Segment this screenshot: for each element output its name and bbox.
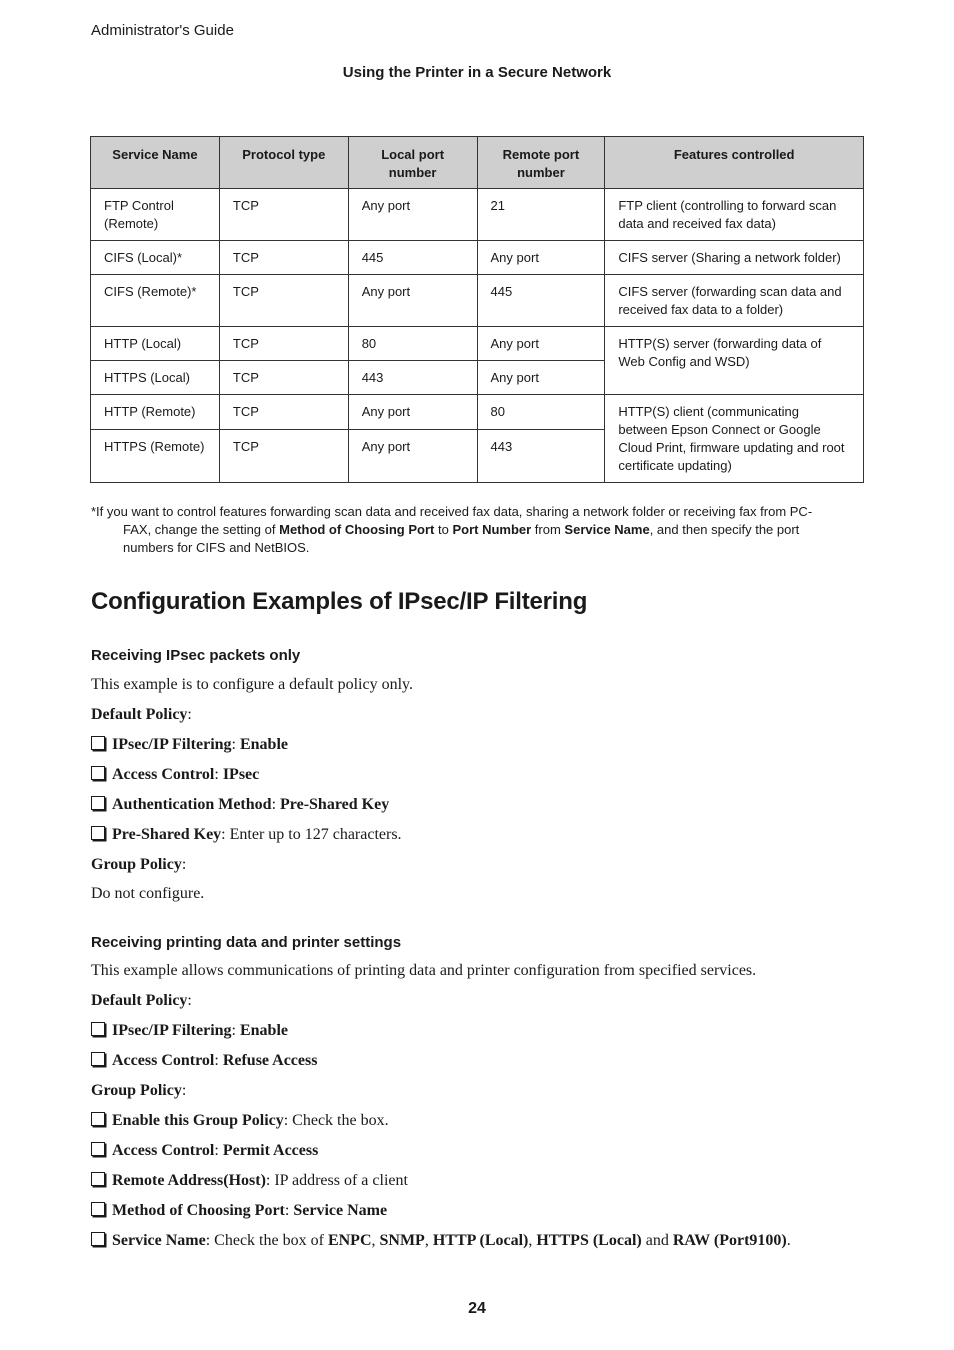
- list-item: IPsec/IP Filtering: Enable: [91, 736, 288, 754]
- header-cell: Protocol type: [219, 137, 348, 189]
- example-heading: Receiving printing data and printer settings: [91, 934, 402, 951]
- table-cell: HTTP (Local): [91, 327, 220, 361]
- table-cell: TCP: [219, 429, 348, 482]
- list-item: Access Control: Permit Access: [91, 1142, 318, 1160]
- table-cell: TCP: [219, 361, 348, 395]
- header-cell: Service Name: [91, 137, 220, 189]
- policy-text: Do not configure.: [91, 885, 205, 902]
- table-cell-merged: HTTP(S) server (forwarding data of Web Config and WSD): [605, 327, 864, 395]
- checkbox-bullet-icon: [91, 766, 105, 780]
- table-cell: HTTPS (Local): [91, 361, 220, 395]
- list-item: Remote Address(Host): IP address of a client: [91, 1172, 408, 1190]
- checkbox-bullet-icon: [91, 1052, 105, 1066]
- header-cell: Features controlled: [605, 137, 864, 189]
- checkbox-bullet-icon: [91, 1202, 105, 1216]
- list-item: Access Control: Refuse Access: [91, 1052, 317, 1070]
- table-row: [91, 275, 864, 327]
- table-row: [91, 241, 864, 275]
- checkbox-bullet-icon: [91, 1142, 105, 1156]
- checkbox-bullet-icon: [91, 1112, 105, 1126]
- list-item: Method of Choosing Port: Service Name: [91, 1202, 387, 1220]
- table-cell: 443: [348, 361, 477, 395]
- section-title: Using the Printer in a Secure Network: [342, 64, 612, 81]
- checkbox-bullet-icon: [91, 826, 105, 840]
- table-cell: HTTP (Remote): [91, 395, 220, 430]
- table-cell-merged: HTTP(S) client (communicating between Epson Connect or Google Cloud Print, firmware updating and root certificate updating): [605, 395, 864, 483]
- table-cell: Any port: [348, 189, 477, 241]
- example-heading: Receiving IPsec packets only: [91, 647, 301, 664]
- list-item: IPsec/IP Filtering: Enable: [91, 1022, 288, 1040]
- table-cell: 445: [477, 275, 605, 327]
- table-footnote: [91, 503, 851, 557]
- checkbox-bullet-icon: [91, 1172, 105, 1186]
- table-cell: 445: [348, 241, 477, 275]
- checkbox-bullet-icon: [91, 796, 105, 810]
- table-cell: Any port: [348, 275, 477, 327]
- table-cell: Any port: [477, 241, 605, 275]
- page-number: 24: [468, 1300, 486, 1317]
- table-cell: Any port: [477, 327, 605, 361]
- table-cell: TCP: [219, 275, 348, 327]
- table-cell: 443: [477, 429, 605, 482]
- list-item: Enable this Group Policy: Check the box.: [91, 1112, 389, 1130]
- policy-label: Group Policy:: [91, 856, 187, 873]
- table-cell: CIFS (Local)*: [91, 241, 220, 275]
- policy-label: Group Policy:: [91, 1082, 187, 1099]
- list-item: Authentication Method: Pre-Shared Key: [91, 796, 389, 814]
- example-intro: This example allows communications of printing data and printer configuration from specified services.: [91, 962, 757, 979]
- footnote-line: *If you want to control features forwarding scan data and received fax data, sharing a network folder or receiving fax from PC-: [91, 504, 813, 519]
- table-cell: TCP: [219, 327, 348, 361]
- table-cell: HTTPS (Remote): [91, 429, 220, 482]
- table-cell: 80: [477, 395, 605, 430]
- footnote-line: FAX, change the setting of Method of Choosing Port to Port Number from Service Name, and then specify the port: [123, 522, 800, 537]
- table-cell: Any port: [348, 395, 477, 430]
- table-cell: 80: [348, 327, 477, 361]
- table-cell: Any port: [477, 361, 605, 395]
- header-cell: Remote port number: [477, 137, 605, 189]
- table-cell: TCP: [219, 395, 348, 430]
- list-item: Service Name: Check the box of ENPC, SNMP, HTTP (Local), HTTPS (Local) and RAW (Port9100).: [91, 1232, 791, 1250]
- table-cell: CIFS (Remote)*: [91, 275, 220, 327]
- table-header-row: [91, 137, 864, 189]
- table-cell: CIFS server (Sharing a network folder): [605, 241, 864, 275]
- table-row: [91, 395, 864, 430]
- table-cell: 21: [477, 189, 605, 241]
- header-cell: Local port number: [348, 137, 477, 189]
- table-cell: TCP: [219, 241, 348, 275]
- table-cell: FTP Control (Remote): [91, 189, 220, 241]
- checkbox-bullet-icon: [91, 1022, 105, 1036]
- section-heading: Configuration Examples of IPsec/IP Filtering: [91, 588, 588, 615]
- policy-label: Default Policy:: [91, 706, 192, 723]
- checkbox-bullet-icon: [91, 736, 105, 750]
- table-row: [91, 189, 864, 241]
- checkbox-bullet-icon: [91, 1232, 105, 1246]
- running-head: Administrator's Guide: [91, 22, 234, 39]
- table-cell: Any port: [348, 429, 477, 482]
- list-item: Access Control: IPsec: [91, 766, 259, 784]
- example-intro: This example is to configure a default policy only.: [91, 676, 413, 693]
- table-row: [91, 327, 864, 361]
- service-port-table: [90, 136, 864, 483]
- table-cell: TCP: [219, 189, 348, 241]
- policy-label: Default Policy:: [91, 992, 192, 1009]
- footnote-line: numbers for CIFS and NetBIOS.: [123, 540, 310, 555]
- table-cell: CIFS server (forwarding scan data and received fax data to a folder): [605, 275, 864, 327]
- table-cell: FTP client (controlling to forward scan data and received fax data): [605, 189, 864, 241]
- list-item: Pre-Shared Key: Enter up to 127 characters.: [91, 826, 402, 844]
